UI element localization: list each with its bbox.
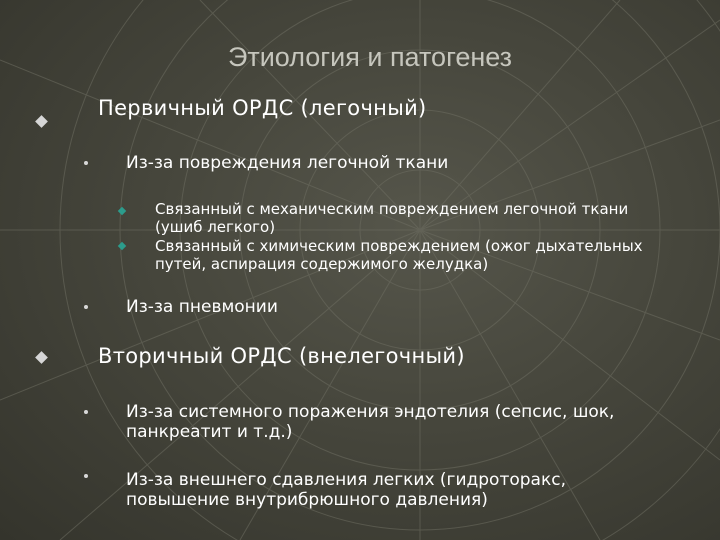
bullet-dot-icon [84, 305, 88, 309]
sub-item-mechanical: Связанный с механическим повреждением легочной ткани (ушиб легкого) [155, 200, 629, 236]
primary-item-pneumonia: Из-за пневмонии [126, 297, 278, 317]
primary-item-tissue-damage: Из-за повреждения легочной ткани [126, 153, 449, 173]
bullet-dot-icon [84, 410, 88, 414]
sub-item-chemical: Связанный с химическим повреждением (ожог дыхательных путей, аспирация содержимого желудка) [155, 237, 643, 273]
slide-title: Этиология и патогенез [227, 42, 513, 72]
bullet-dot-icon [84, 161, 88, 165]
bullet-dot-icon [84, 474, 88, 478]
secondary-item-compression: Из-за внешнего сдавления легких (гидроторакс, повышение внутрибрюшного давления) [126, 470, 566, 510]
secondary-item-endothelium: Из-за системного поражения эндотелия (сепсис, шок, панкреатит и т.д.) [126, 402, 615, 442]
secondary-heading: Вторичный ОРДС (внелегочный) [98, 344, 465, 368]
primary-heading: Первичный ОРДС (легочный) [98, 96, 427, 120]
